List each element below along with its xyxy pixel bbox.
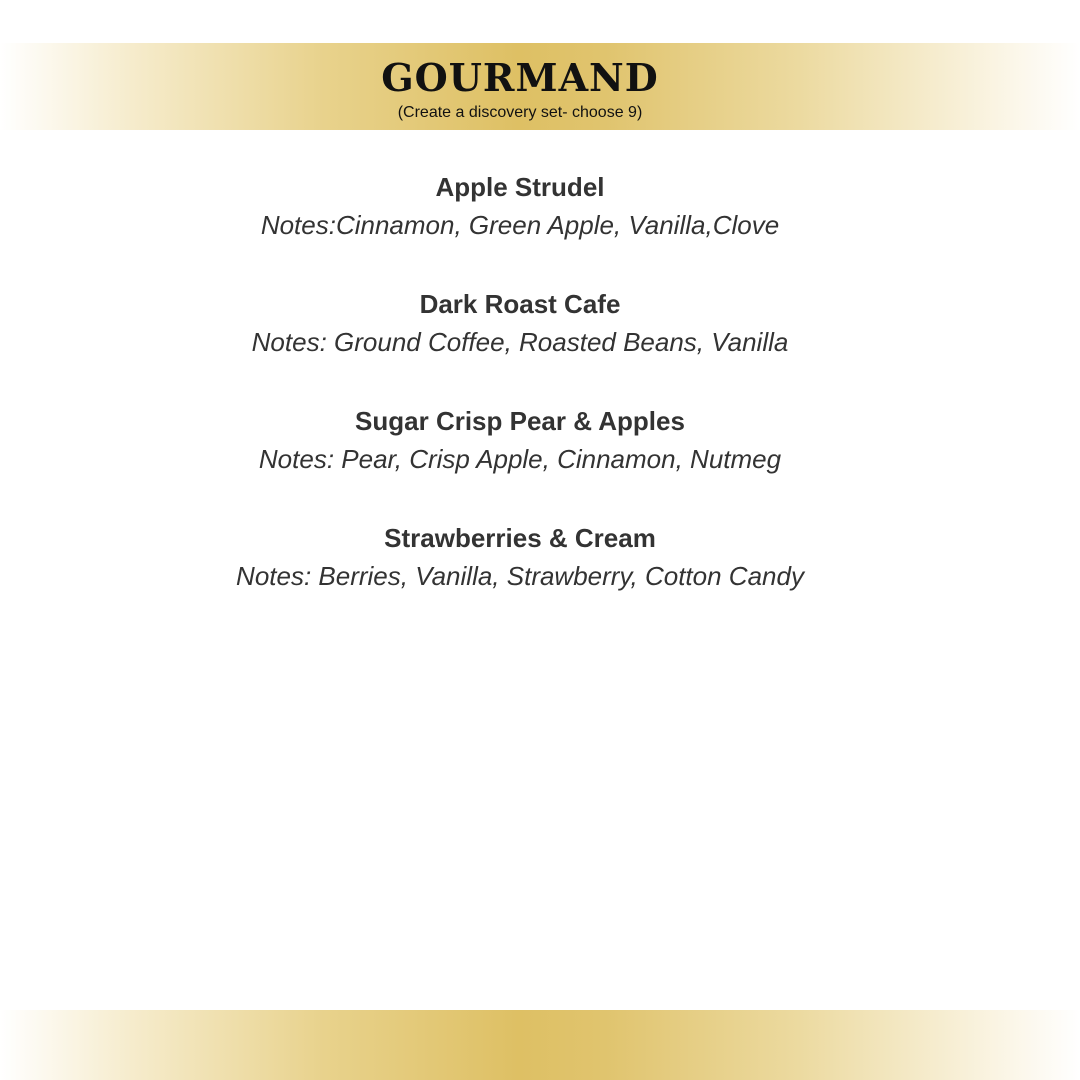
- fragrance-list: [0, 168, 1040, 636]
- item-name: Sugar Crisp Pear & Apples: [355, 406, 685, 436]
- item-notes: Notes:Cinnamon, Green Apple, Vanilla,Clove: [260, 210, 780, 240]
- item-notes: Notes: Ground Coffee, Roasted Beans, Vanilla: [251, 327, 789, 357]
- list-item: [0, 285, 1040, 402]
- item-name: Dark Roast Cafe: [419, 289, 621, 319]
- list-item: [0, 402, 1040, 519]
- page-title: GOURMAND: [381, 55, 659, 100]
- page-subtitle: (Create a discovery set- choose 9): [397, 104, 643, 121]
- item-notes: Notes: Pear, Crisp Apple, Cinnamon, Nutmeg: [258, 444, 782, 474]
- list-item: [0, 519, 1040, 636]
- item-notes: Notes: Berries, Vanilla, Strawberry, Cotton Candy: [236, 561, 804, 591]
- list-item: [0, 168, 1040, 285]
- footer-gold-band: [0, 1010, 1080, 1080]
- item-name: Strawberries & Cream: [384, 523, 656, 553]
- item-name: Apple Strudel: [435, 172, 605, 202]
